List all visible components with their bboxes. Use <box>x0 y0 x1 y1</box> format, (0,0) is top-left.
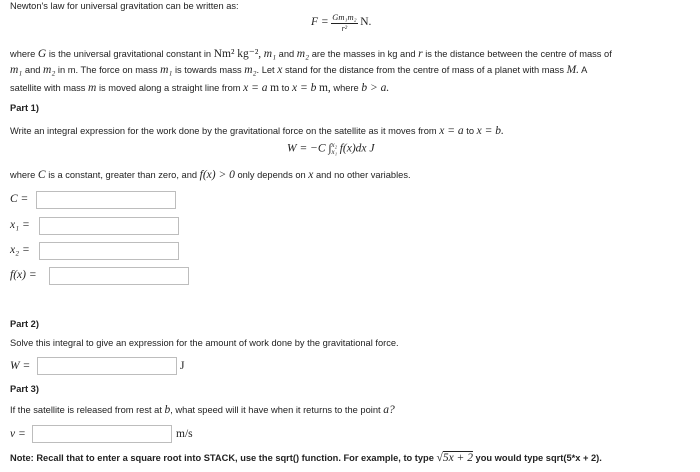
sqrt-icon: √ <box>436 452 443 464</box>
formula-fraction <box>331 13 357 33</box>
part2-question: Solve this integral to give an expression for the amount of work done by the gravitational force. <box>10 338 399 348</box>
input-x1[interactable] <box>39 217 179 235</box>
intro-text: Newton's law for universal gravitation can be written as: <box>10 1 239 11</box>
unit-m: m <box>270 82 280 94</box>
var-b: b <box>164 404 171 416</box>
intro-line-3 <box>10 64 587 76</box>
question-text: to <box>466 126 474 136</box>
intro-line-4 <box>10 82 389 94</box>
integral-upper-limit: x₂ <box>331 141 338 149</box>
input-v[interactable] <box>32 425 172 443</box>
var-M: M. <box>566 64 580 76</box>
integral-limits <box>332 142 338 156</box>
stack-note <box>10 452 602 464</box>
x-equals-a: x = a <box>439 125 464 137</box>
x-equals-a: x = a <box>243 82 268 94</box>
label-x1: x₁ = <box>10 219 30 231</box>
integral-lower-limit: x₁ <box>331 148 338 156</box>
var-r: r <box>418 48 423 60</box>
part3-title: Part 3) <box>10 384 39 394</box>
condition-b-gt-a: b > a. <box>361 82 390 94</box>
var-m2: m₂ <box>43 64 56 76</box>
where-text: is a constant, greater than zero, and <box>48 170 198 180</box>
where-text: and no other variables. <box>315 170 411 180</box>
question-text: , what speed will it have when it returns to the point <box>170 405 381 415</box>
intro-text: is the universal gravitational constant in <box>48 49 212 59</box>
var-m1: m₁ <box>160 64 173 76</box>
label-v: v = <box>10 428 26 440</box>
intro-text: where <box>10 49 36 59</box>
var-x: x <box>277 64 283 76</box>
input-x2[interactable] <box>39 242 179 260</box>
part2-title: Part 2) <box>10 319 39 329</box>
intro-text: is moved along a straight line from <box>98 83 241 93</box>
where-text: where <box>10 170 36 180</box>
part1-title: Part 1) <box>10 103 39 113</box>
intro-text: A <box>581 65 588 75</box>
unit-m: m, <box>318 82 331 94</box>
question-text: If the satellite is released from rest at <box>10 405 162 415</box>
x-equals-b: x = b <box>292 82 317 94</box>
input-fx[interactable] <box>49 267 189 285</box>
var-m1: m₁ <box>263 48 277 60</box>
unit-m-per-s: m/s <box>176 428 193 440</box>
var-G: G <box>37 48 47 60</box>
var-m2: m₂ <box>244 64 257 76</box>
var-C: C <box>37 169 46 181</box>
intro-text: is the distance between the centre of mass of <box>425 49 612 59</box>
integral-lhs: W = −C ∫ <box>287 142 332 155</box>
formula-unit: N. <box>360 16 372 29</box>
note-text: you would type sqrt(5*x + 2). <box>475 453 602 463</box>
var-a: a? <box>383 404 395 416</box>
input-C[interactable] <box>36 191 176 209</box>
intro-line-2 <box>10 46 612 60</box>
sqrt-expression: 5x + 2 <box>442 452 473 464</box>
var-x: x <box>308 169 314 181</box>
intro-text: is towards mass <box>174 65 242 75</box>
intro-text: satellite with mass <box>10 83 86 93</box>
intro-text: in m. The force on mass <box>57 65 158 75</box>
question-text: Write an integral expression for the work done by the gravitational force on the satellite as it moves from <box>10 126 437 136</box>
unit-J: J <box>180 360 185 372</box>
units-G: Nm² kg⁻², <box>213 48 262 60</box>
label-W: W = <box>10 360 31 372</box>
integral-rhs: f(x)dx J <box>339 142 375 155</box>
intro-text: and <box>278 49 295 59</box>
part3-question <box>10 404 395 416</box>
intro-text: and <box>24 65 41 75</box>
var-m1: m₁ <box>10 64 23 76</box>
fx-positive: f(x) > 0 <box>199 169 235 181</box>
intro-text: are the masses in kg and <box>311 49 416 59</box>
formula-numerator: Gm₁m₂ <box>332 12 357 22</box>
part1-question <box>10 125 504 137</box>
label-C: C = <box>10 193 29 205</box>
where-text: only depends on <box>237 170 306 180</box>
formula-denominator: r² <box>341 23 348 33</box>
intro-text: . Let <box>256 65 275 75</box>
note-text: Note: Recall that to enter a square root into STACK, use the sqrt() function. For example, to type <box>10 453 434 463</box>
intro-text: where <box>333 83 359 93</box>
x-equals-b: x = b. <box>476 125 504 137</box>
intro-text: to <box>281 83 290 93</box>
intro-text: stand for the distance from the centre of mass of a planet with mass <box>284 65 564 75</box>
label-fx: f(x) = <box>10 269 37 281</box>
work-integral-equation <box>287 142 374 156</box>
intro-line-1 <box>10 1 239 11</box>
var-m2: m₂ <box>296 48 310 60</box>
part1-where-line <box>10 169 411 181</box>
input-W[interactable] <box>37 357 177 375</box>
gravitation-formula <box>311 13 371 33</box>
var-m: m <box>88 82 97 94</box>
label-x2: x₂ = <box>10 244 30 256</box>
formula-f: F = <box>311 16 329 29</box>
